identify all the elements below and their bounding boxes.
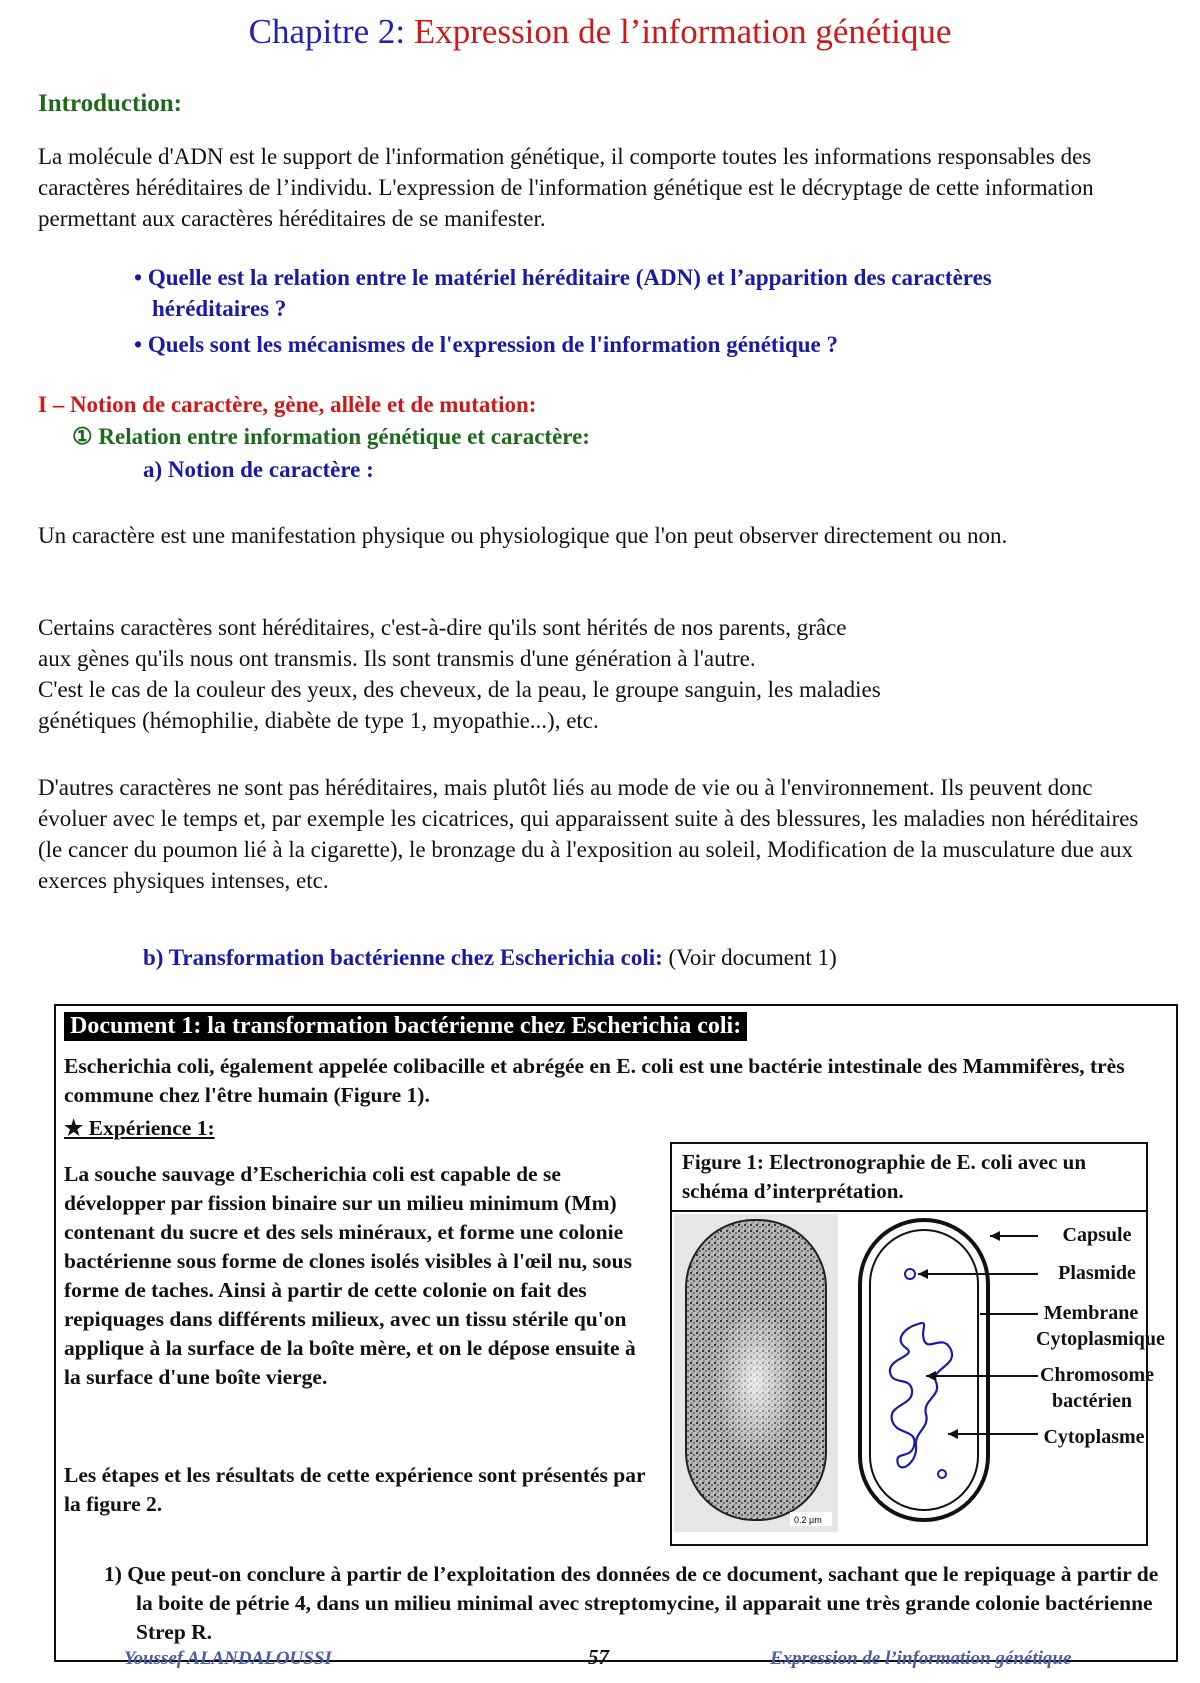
subsubsection-heading: a) Notion de caractère : — [143, 457, 374, 482]
title-prefix: Chapitre 2: — [248, 12, 414, 51]
experience-text-2: Les étapes et les résultats de cette expérience sont présentés par la figure 2. — [64, 1463, 646, 1516]
question-1: 1) Que peut-on conclure à partir de l’exploitation des données de ce document, sachant que le repiquage à partir de la boite de pétrie 4, dans un milieu minimal avec streptomycine, il apparait une très grande colonie bactérienne Strep R. — [104, 1562, 1159, 1644]
intro-question-1: • Quelle est la relation entre le matériel héréditaire (ADN) et l’apparition des caractères héréditaires ? — [134, 265, 992, 321]
paragraph-non-hereditaires: D'autres caractères ne sont pas héréditaires, mais plutôt liés au mode de vie ou à l'environnement. Ils peuvent donc évoluer avec le temps et, par exemple les cicatrices, qui apparaissent suite à des blessures, les maladies non héréditaires (le cancer du poumon lié à la cigarette), le bronzage du à l'exposition au soleil, Modification de la musculature due aux exerces physiques intenses, etc. — [38, 775, 1139, 893]
micrograph-nucleoid — [714, 1304, 798, 1460]
experience-text: La souche sauvage d’Escherichia coli est capable de se développer par fission binaire sur un milieu minimum (Mm) contenant du sucre et des sels minéraux, et forme une colonie bactérienne sous forme de clones isolés visibles à l'œil nu, sous forme de taches. Ainsi à partir de cette colonie on fait des repiquages dans différents milieux, avec un tissu stérile qu'on applique à la surface de la boîte mère, et on le dépose ensuite à la surface d'une boîte vierge. — [64, 1162, 636, 1389]
label-chromosome: Chromosome bactérien — [1040, 1364, 1155, 1412]
paragraph-caractere: Un caractère est une manifestation physique ou physiologique que l'on peut observer directement ou non. — [38, 523, 1008, 548]
figure-caption: Figure 1: Electronographie de E. coli avec un schéma d’interprétation. — [672, 1144, 1146, 1212]
page-title — [0, 12, 1200, 52]
footer-page-number: 57 — [588, 1645, 609, 1669]
label-membrane: Membrane Cytoplasmique — [1036, 1302, 1165, 1350]
intro-text: La molécule d'ADN est le support de l'information génétique, il comporte toutes les informations responsables des caractères héréditaires de l’individu. L'expression de l'information génétique est le décryptage de cette information permettant aux caractères héréditaires de se manifester. — [38, 144, 1094, 231]
intro-heading: Introduction: — [38, 90, 183, 117]
figure-1 — [670, 1142, 1165, 1546]
experience-label: ★ Expérience 1: — [64, 1116, 215, 1140]
document-1-intro: Escherichia coli, également appelée colibacille et abrégée en E. coli est une bactérie intestinale des Mammifères, très commune chez l'être humain (Figure 1). — [64, 1054, 1125, 1107]
section-heading: I – Notion de caractère, gène, allèle et de mutation: — [38, 392, 537, 417]
footer-author: Youssef ALANDALOUSSI — [124, 1648, 332, 1669]
label-plasmide: Plasmide — [1058, 1262, 1136, 1284]
footer-subject: Expression de l’information génétique — [770, 1648, 1072, 1669]
scale-bar-label: 0.2 µm — [794, 1515, 822, 1525]
transformation-heading: b) Transformation bactérienne chez Escherichia coli: (Voir document 1) — [143, 945, 837, 970]
label-cytoplasme: Cytoplasme — [1043, 1426, 1145, 1448]
document-1-title: Document 1: la transformation bactérienne chez Escherichia coli: — [64, 1012, 747, 1041]
subsection-heading: ① Relation entre information génétique et caractère: — [72, 424, 590, 449]
paragraph-hereditaires: Certains caractères sont héréditaires, c'est-à-dire qu'ils sont hérités de nos parents, grâce aux gènes qu'ils nous ont transmis. Ils sont transmis d'une génération à l'autre. C'est le cas de la couleur des yeux, des cheveux, de la peau, le groupe sanguin, les maladies génétiques (hémophilie, diabète de type 1, myopathie...), etc. — [38, 615, 881, 733]
title-main: Expression de l’information génétique — [413, 12, 952, 51]
label-capsule: Capsule — [1062, 1224, 1132, 1246]
intro-question-2: • Quels sont les mécanismes de l'expression de l'information génétique ? — [134, 332, 839, 357]
